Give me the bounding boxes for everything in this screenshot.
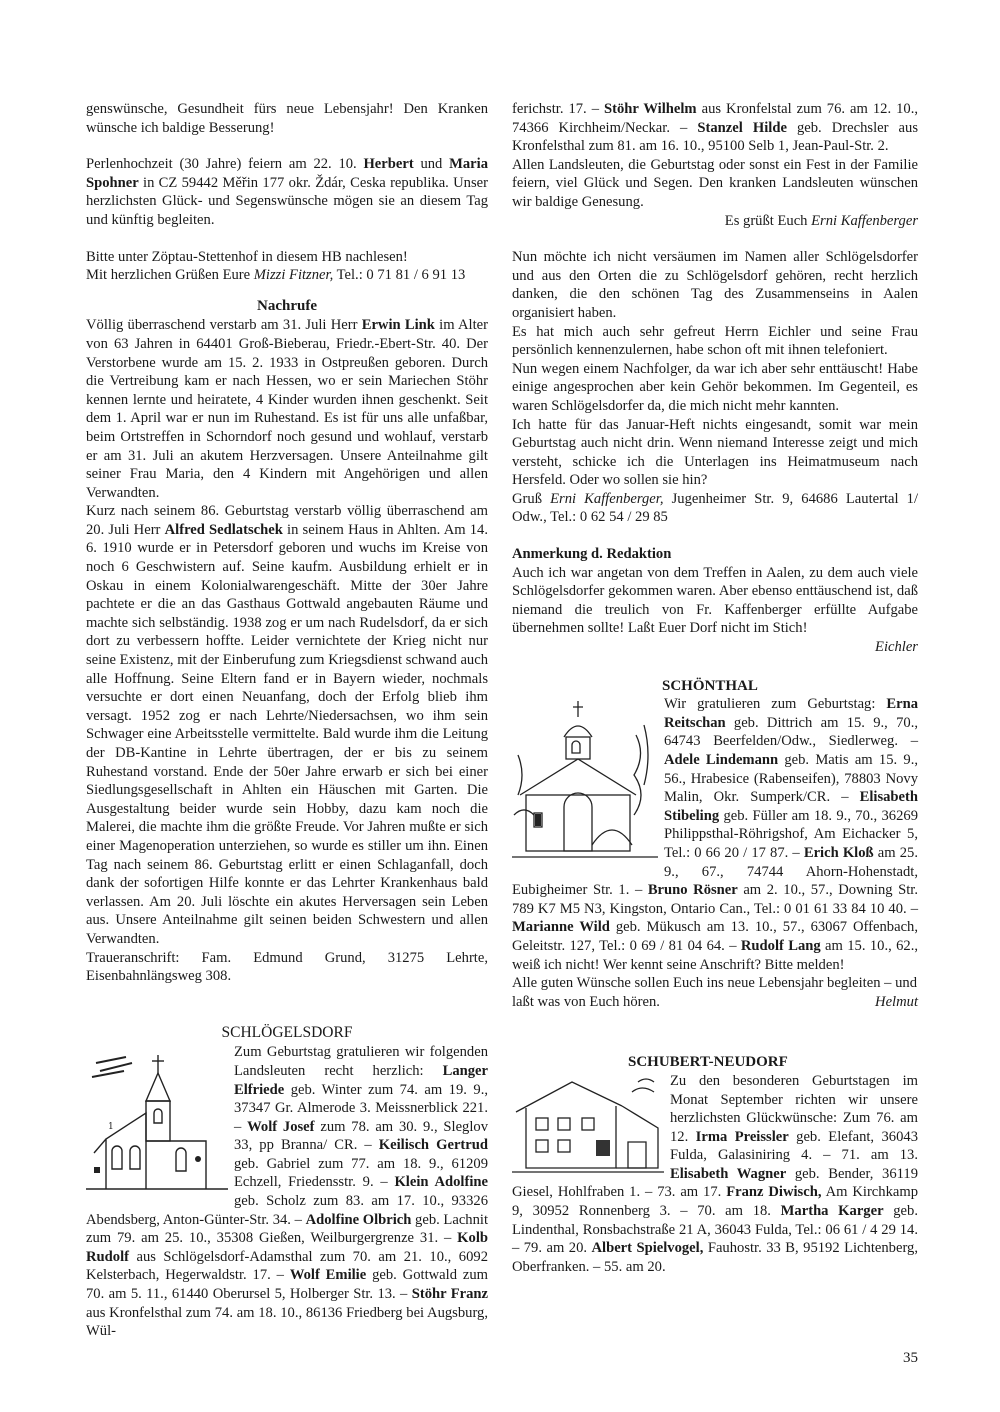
right-column	[512, 100, 918, 1276]
schoenthal-closing: Alle guten Wünsche sollen Euch ins neue Lebensjahr begleiten – und laßt was von Euch hören. Helmut	[512, 975, 918, 1010]
signature-kaffenberger: Es grüßt Euch Erni Kaffenberger	[724, 212, 918, 229]
schloegelsdorf-birthdays: 1 Zum Geburtstag gratulieren wir folgenden Landsleuten recht herzlich: Langer Elfriede geb. Winter zum 74. am 19. 9., 37347 Gr. Almerode 3. Meissnerblick 221. – Wolf Josef zum 78. am 30. 9., Sleglov 33, pp Branna/ CR. – Keilisch Gertrud geb. Gabriel zum 77. am 18. 9., 61209 Echzell, Friedensstr. 9. – Klein Adolfine geb. Scholz zum 83. am 17. 10., 93326 Abendsberg, Anton-Günter-Str. 34. – Adolfine Olbrich geb. Lachnit zum 79. am 25. 10., 35308 Gießen, Weilburgergrenze 31. – Kolb Rudolf aus Schlögelsdorf-Adamsthal zum 70. am 21. 10., 6092 Kelsterbach, Hegerwaldstr. 17. – Wolf Emilie geb. Gottwald zum 70. am 5. 11., 61440 Oberursel 5, Holberger Str. 13. – Stöhr Franz aus Kronfelsthal zum 74. am 18. 10., 86136 Friedberg bei Augsburg, Wül-	[86, 1044, 489, 1340]
greetings-landsleute: Allen Landsleuten, die Geburtstag oder sonst ein Fest in der Familie feiern, viel Glück und Segen. Den kranken Landsleuten wünschen wir baldige Genesung.	[512, 156, 918, 210]
birthday-closing: genswünsche, Gesundheit fürs neue Lebensjahr! Den Kranken wünsche ich baldige Besserung!	[86, 101, 488, 136]
letter-successor: Nun wegen einem Nachfolger, da war ich aber sehr enttäuscht! Habe einige angesprochen aber kein Gehör bekommen. Im Gegenteil, es waren Schlögelsdorfer da, die mich nicht mehr kannten.	[512, 360, 918, 414]
reference-note: Bitte unter Zöptau-Stettenhof in diesem HB nachlesen!	[86, 248, 408, 265]
section-title-schoenthal: SCHÖNTHAL	[662, 677, 758, 694]
section-title-schubert-neudorf: SCHUBERT-NEUDORF	[628, 1054, 788, 1071]
editor-note: Auch ich war angetan von dem Treffen in Aalen, zu dem auch viele Schlögelsdorfer gekommen waren. Aber ebenso enttäuschend ist, daß niemand die treulich von Fr. Kaffenberger erfüllte Aufgabe übernehmen sollte! Laßt Euer Dorf nicht im Stich!	[512, 564, 918, 637]
obituary-alfred-sedlatschek: Kurz nach seinem 86. Geburtstag verstarb völlig überraschend am 20. Juli Herr Alfred Sedlatschek in seinem Haus in Ahlten. Am 14. 6. 1910 wurde er in Petersdorf geboren und wuchs im Kreise von noch 6 Geschwistern auf. Seine kaufm. Ausbildung erhielt er in Oskau in einem Kolonialwarengeschäft. Mitte der 30er Jahre pachtete er die an das Gasthaus Gottwald angebauten Räume und machte sich selbständig. 1938 zog er um nach Rudelsdorf, da er sich dort zu verbessern hoffte. Leider vernichtete der Krieg nicht nur seine Existenz, mit der Einberufung zum Kriegsdienst schwand auch alle Hoffnung. Seine Eltern fand er in Bayern wieder, nochmals versuchte er dort einen Neuanfang, doch der Erfolg blieb ihm versagt. 1952 zog er nach Lehrte/Niedersachsen, wo ihm sein Schwager eine Arbeitsstelle vermittelte. Bald wurde ihm die Leitung der DB-Kantine in Lehrte übertragen, der er bis zu seinem Ruhestand vorstand. Ende der 50er Jahre erwarb er sich bei einer Siedlungsgesellschaft in Ahlten ein Häuschen mit Garten. Die Ausgestaltung beider wurde sein Hobby, dazu kam noch die Malerei, die machte ihm die größte Freude. Vor Jahren mußte er sich einer Magenoperation unterziehen, so wurde es stiller um ihn. Einen Tag nach seinem 86. Geburtstag erlitt er einen Schlaganfall, doch dank der sofortigen Hilfe konnte er das Lehrter Krankenhaus bald verlassen. Am 20. Juli löschte ein akutes Herversagen sein Leben aus. Unsere Anteilnahme gilt seinen beiden Schwestern und allen Verwandten.	[86, 503, 489, 947]
left-column	[86, 100, 488, 1341]
signature-helmut: Helmut	[875, 993, 918, 1010]
section-title-nachrufe: Nachrufe	[257, 297, 317, 314]
section-title-schloegelsdorf: SCHLÖGELSDORF	[221, 1023, 353, 1041]
schubert-neudorf-birthdays: Zu den besonderen Geburtstagen im Monat September richten wir unsere herzlichsten Glückwünsche: Zum 76. am 12. Irma Preissler geb. Elefant, 36043 Fulda, Galasiniring 4. – 71. am 13. Elisabeth Wagner geb. Bender, 36119 Giesel, Hohlfraben 1. – 73. am 17. Franz Diwisch, Am Kirchkamp 9, 30952 Ronnenberg 3. – 70. am 18. Martha Karger geb. Lindenthal, Ronsbachstraße 21 A, 36043 Fulda, Tel.: 06 61 / 4 29 14. – 79. am 20. Albert Spielvogel, Fauhostr. 33 B, 95192 Lichtenberg, Oberfranken. – 55. am 20.	[512, 1072, 919, 1275]
church-illustration	[86, 1043, 228, 1191]
chapel-illustration	[512, 695, 658, 863]
letter-january: Ich hatte für das Januar-Heft nichts eingesandt, somit war mein Geburtstag auch nicht drin. Wenn niemand Interesse zeigt und mich versteht, schicke ich die Unterlagen ins Heimatmuseum nach Hersfeld. Oder wo sollen sie hin?	[512, 416, 918, 489]
pearl-wedding-notice: Perlenhochzeit (30 Jahre) feiern am 22. 10. Herbert und Maria Spohner in CZ 59442 Měřin 177 okr. Ždár, Ceska republika. Unser herzlichsten Glück- und Segenswünsche mögen sie an diesem Tag und künftig begleiten.	[86, 156, 489, 228]
svg-text:1: 1	[108, 1122, 114, 1133]
funeral-address: Traueranschrift: Fam. Edmund Grund, 31275 Lehrte, Eisenbahnlängsweg 308.	[86, 949, 488, 985]
schloegelsdorf-continued: ferichstr. 17. – Stöhr Wilhelm aus Kronfelstal zum 76. am 12. 10., 74366 Kirchheim/Neckar. – Stanzel Hilde geb. Drechsler aus Kronfelsthal zum 81. am 16. 10., 95100 Selb 1, Jean-Paul-Str. 2.	[512, 101, 919, 155]
letter-eichler: Es hat mich auch sehr gefreut Herrn Eichler und seine Frau persönlich kennenzulernen, habe schon oft mit ihnen telefoniert.	[512, 323, 918, 359]
letter-signature: Gruß Erni Kaffenberger, Jugenheimer Str. 9, 64686 Lautertal 1/ Odw., Tel.: 0 62 54 / 29 85	[512, 490, 919, 526]
signature-fitzner: Mit herzlichen Grüßen Eure Mizzi Fitzner, Tel.: 0 71 81 / 6 91 13	[86, 267, 466, 284]
signature-eichler: Eichler	[875, 639, 918, 656]
schoenthal-birthdays: Wir gratulieren zum Geburtstag: Erna Reitschan geb. Dittrich am 15. 9., 70., 64743 Beerfelden/Odw., Siedlerweg. – Adele Lindemann geb. Matis am 15. 9., 56., Hrabesice (Rabenseifen), 78803 Novy Malin, Okr. Sumperk/CR. – Elisabeth Stibeling geb. Füller am 18. 9., 70., 36269 Philippsthal-Röhrigshof, Am Eichacker 5, Tel.: 0 66 20 / 17 87. – Erich Kloß am 25. 9., 67., 74744 Ahorn-Hohenstadt, Eubigheimer Str. 1. – Bruno Rösner am 2. 10., 57., Downing Str. 789 K7 M5 N3, Kingston, Ontario Can., Tel.: 0 01 61 33 84 10 40. – Marianne Wild geb. Mükusch am 13. 10., 57., 63067 Offenbach, Geleitstr. 127, Tel.: 0 69 / 81 04 64. – Rudolf Lang am 15. 10., 62., weiß ich nicht! Wer kennt seine Anschrift? Bitte melden!	[512, 696, 919, 973]
page-number: 35	[903, 1350, 918, 1366]
section-title-anmerkung: Anmerkung d. Redaktion	[512, 546, 672, 563]
obituary-erwin-link: Völlig überraschend verstarb am 31. Juli Herr Erwin Link im Alter von 63 Jahren in 64401 Groß-Bieberau, Friedr.-Ebert-Str. 40. Der Verstorbene wurde am 15. 2. 1933 in Ostpreußen geboren. Durch die Vertreibung kam er nach Hessen, wo er sein Mariechen Stöhr kennen lernte und heiratete, 4 Kinder wurden ihnen geschenkt. Seit dem 1. April war er nun im Ruhestand. Es ist für uns alle unfaßbar, beim Ortstreffen in Schorndorf noch gesund und wohlauf, verstarb er am 31. Juli an akutem Herzversagen. Unsere Anteilnahme gilt seiner Frau Maria, den 4 Kindern mit Angehörigen und allen Verwandten.	[86, 317, 489, 501]
farmhouse-illustration	[512, 1072, 664, 1176]
letter-thanks: Nun möchte ich nicht versäumen im Namen aller Schlögelsdorfer und aus den Orten die zu Schlögelsdorf gehören, recht herzlich danken, die den schönen Tag des Zusammenseins in Aalen organisiert haben.	[512, 249, 918, 321]
